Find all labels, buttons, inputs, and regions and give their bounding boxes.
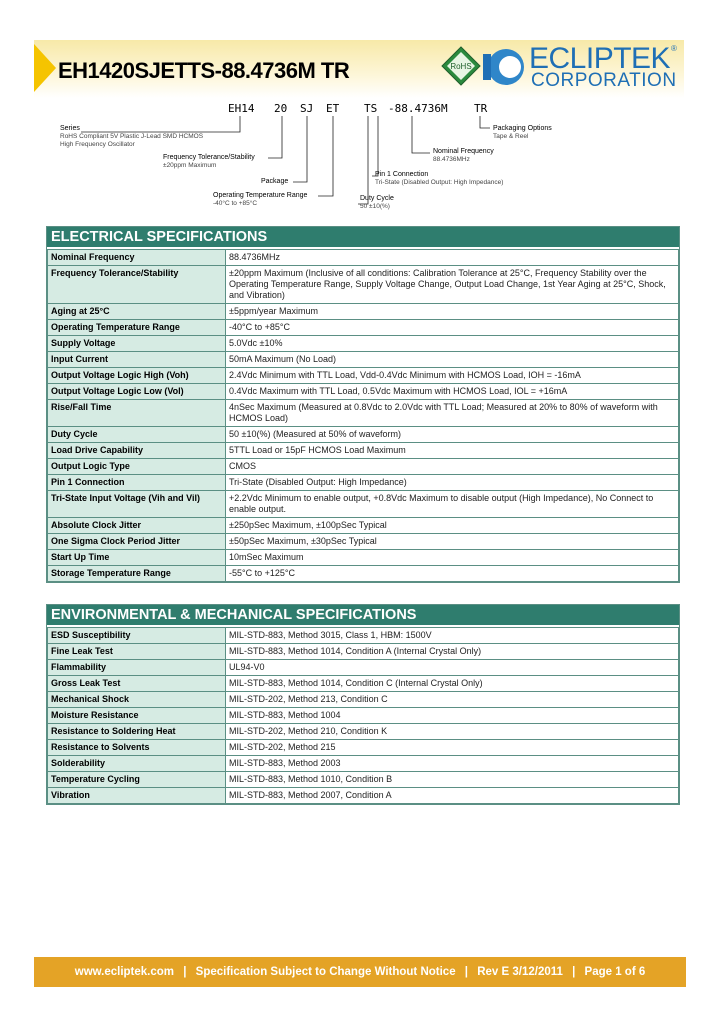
electrical-row-value: -55°C to +125°C bbox=[226, 566, 679, 582]
code-segment-op-temp: ET bbox=[326, 102, 340, 115]
environmental-heading: ENVIRONMENTAL & MECHANICAL SPECIFICATIONS bbox=[47, 605, 679, 627]
electrical-row-value: 2.4Vdc Minimum with TTL Load, Vdd-0.4Vdc Minimum with HCMOS Load, IOH = -16mA bbox=[226, 368, 679, 384]
electrical-row-label: One Sigma Clock Period Jitter bbox=[48, 534, 226, 550]
environmental-row bbox=[48, 708, 679, 724]
electrical-row-label: Operating Temperature Range bbox=[48, 320, 226, 336]
packaging-desc: Tape & Reel bbox=[493, 133, 529, 140]
electrical-row-label: Frequency Tolerance/Stability bbox=[48, 266, 226, 304]
series-annotation bbox=[60, 125, 203, 149]
environmental-row-label: Fine Leak Test bbox=[48, 644, 226, 660]
pin1-desc: Tri-State (Disabled Output: High Impedance) bbox=[375, 179, 504, 186]
electrical-row bbox=[48, 534, 679, 550]
electrical-row-label: Nominal Frequency bbox=[48, 250, 226, 266]
electrical-section bbox=[46, 226, 680, 583]
footer-notice: Specification Subject to Change Without Notice bbox=[195, 966, 456, 978]
code-segment-pin1-duty: TS bbox=[364, 102, 378, 115]
environmental-row-label: Vibration bbox=[48, 788, 226, 804]
electrical-row-label: Load Drive Capability bbox=[48, 443, 226, 459]
electrical-row bbox=[48, 368, 679, 384]
electrical-row-label: Output Voltage Logic High (Voh) bbox=[48, 368, 226, 384]
electrical-row bbox=[48, 304, 679, 320]
rohs-badge-label: RoHS bbox=[450, 62, 472, 71]
electrical-row-label: Supply Voltage bbox=[48, 336, 226, 352]
footer-separator: | bbox=[464, 966, 469, 978]
nominal-label: Nominal Frequency bbox=[433, 148, 494, 155]
op-temp-desc: -40°C to +85°C bbox=[213, 200, 258, 207]
environmental-row-value: MIL-STD-883, Method 3015, Class 1, HBM: 1500V bbox=[226, 628, 679, 644]
footer-website[interactable]: www.ecliptek.com bbox=[74, 966, 175, 978]
electrical-row bbox=[48, 352, 679, 368]
op-temp-annotation bbox=[213, 192, 307, 208]
electrical-row bbox=[48, 384, 679, 400]
environmental-row bbox=[48, 772, 679, 788]
footer-separator: | bbox=[183, 966, 187, 978]
electrical-row-label: Storage Temperature Range bbox=[48, 566, 226, 582]
series-desc-2: High Frequency Oscillator bbox=[60, 141, 135, 148]
electrical-row bbox=[48, 459, 679, 475]
electrical-row-value: 0.4Vdc Maximum with TTL Load, 0.5Vdc Maximum with HCMOS Load, IOL = +16mA bbox=[226, 384, 679, 400]
freq-tol-label: Frequency Tolerance/Stability bbox=[163, 154, 255, 161]
electrical-row bbox=[48, 266, 679, 304]
brand-name: ECLIPTEK bbox=[529, 42, 671, 75]
electrical-row-value: ±5ppm/year Maximum bbox=[226, 304, 679, 320]
electrical-row-value: ±50pSec Maximum, ±30pSec Typical bbox=[226, 534, 679, 550]
pin1-label: Pin 1 Connection bbox=[375, 171, 429, 178]
electrical-row-value: Tri-State (Disabled Output: High Impedance) bbox=[226, 475, 679, 491]
electrical-row-value: ±20ppm Maximum (Inclusive of all conditions: Calibration Tolerance at 25°C, Frequency Stability over the Operating Temperature Range, Supply Voltage Change, Output Load Change, 1st Year Aging at 25°C, Shock, and Vibration) bbox=[226, 266, 679, 304]
electrical-table bbox=[47, 249, 679, 582]
electrical-row-value: 4nSec Maximum (Measured at 0.8Vdc to 2.0Vdc with TTL Load; Measured at 20% to 80% of waveform with HCMOS Load) bbox=[226, 400, 679, 427]
environmental-row-label: Flammability bbox=[48, 660, 226, 676]
electrical-row-value: 50 ±10(%) (Measured at 50% of waveform) bbox=[226, 427, 679, 443]
electrical-row-label: Output Voltage Logic Low (Vol) bbox=[48, 384, 226, 400]
code-segment-series: EH14 bbox=[228, 102, 255, 115]
electrical-row bbox=[48, 518, 679, 534]
environmental-row bbox=[48, 692, 679, 708]
electrical-row bbox=[48, 550, 679, 566]
environmental-row-value: UL94-V0 bbox=[226, 660, 679, 676]
code-segment-package: SJ bbox=[300, 102, 314, 115]
environmental-row-value: MIL-STD-883, Method 1004 bbox=[226, 708, 679, 724]
environmental-row-value: MIL-STD-883, Method 2007, Condition A bbox=[226, 788, 679, 804]
brand-sub: CORPORATION bbox=[531, 70, 677, 91]
electrical-row-label: Start Up Time bbox=[48, 550, 226, 566]
electrical-row-value: 50mA Maximum (No Load) bbox=[226, 352, 679, 368]
environmental-row bbox=[48, 756, 679, 772]
environmental-row-label: Resistance to Soldering Heat bbox=[48, 724, 226, 740]
electrical-row-label: Duty Cycle bbox=[48, 427, 226, 443]
electrical-row-value: -40°C to +85°C bbox=[226, 320, 679, 336]
pin1-annotation bbox=[375, 171, 503, 187]
environmental-row bbox=[48, 740, 679, 756]
code-leader-lines bbox=[0, 0, 720, 220]
environmental-row-label: Solderability bbox=[48, 756, 226, 772]
duty-label: Duty Cycle bbox=[360, 195, 394, 202]
electrical-row-value: 88.4736MHz bbox=[226, 250, 679, 266]
footer-revision: Rev E 3/12/2011 bbox=[477, 966, 563, 978]
environmental-row-value: MIL-STD-883, Method 1014, Condition A (Internal Crystal Only) bbox=[226, 644, 679, 660]
environmental-row-value: MIL-STD-202, Method 213, Condition C bbox=[226, 692, 679, 708]
environmental-row-label: Resistance to Solvents bbox=[48, 740, 226, 756]
package-label: Package bbox=[261, 178, 289, 185]
freq-tol-desc: ±20ppm Maximum bbox=[163, 162, 217, 169]
footer-bar bbox=[34, 957, 686, 987]
electrical-row-label: Tri-State Input Voltage (Vih and Vil) bbox=[48, 491, 226, 518]
electrical-row bbox=[48, 427, 679, 443]
electrical-row bbox=[48, 491, 679, 518]
electrical-row-value: 5.0Vdc ±10% bbox=[226, 336, 679, 352]
environmental-row bbox=[48, 660, 679, 676]
footer-separator: | bbox=[572, 966, 576, 978]
environmental-row bbox=[48, 788, 679, 804]
code-segment-packaging: TR bbox=[474, 102, 488, 115]
package-annotation bbox=[261, 178, 288, 186]
duty-desc: 50 ±10(%) bbox=[360, 203, 390, 210]
environmental-row bbox=[48, 724, 679, 740]
electrical-row-value: 10mSec Maximum bbox=[226, 550, 679, 566]
electrical-row bbox=[48, 475, 679, 491]
environmental-row bbox=[48, 644, 679, 660]
electrical-row-value: 5TTL Load or 15pF HCMOS Load Maximum bbox=[226, 443, 679, 459]
duty-annotation bbox=[360, 195, 394, 211]
packaging-annotation bbox=[493, 125, 552, 141]
environmental-row-label: Moisture Resistance bbox=[48, 708, 226, 724]
code-segment-freq-tol: 20 bbox=[274, 102, 288, 115]
environmental-row-label: Gross Leak Test bbox=[48, 676, 226, 692]
environmental-row bbox=[48, 676, 679, 692]
electrical-row-label: Output Logic Type bbox=[48, 459, 226, 475]
brand-reg: ® bbox=[671, 44, 677, 53]
footer-page: Page 1 of 6 bbox=[584, 966, 646, 978]
series-label: Series bbox=[60, 125, 80, 132]
page-title: EH1420SJETTS-88.4736M TR bbox=[58, 58, 350, 83]
freq-tol-annotation bbox=[163, 154, 255, 170]
electrical-row-label: Rise/Fall Time bbox=[48, 400, 226, 427]
electrical-row bbox=[48, 566, 679, 582]
environmental-table bbox=[47, 627, 679, 804]
electrical-row-value: +2.2Vdc Minimum to enable output, +0.8Vdc Maximum to disable output (High Impedance), No Connect to enable output. bbox=[226, 491, 679, 518]
op-temp-label: Operating Temperature Range bbox=[213, 192, 308, 199]
environmental-section bbox=[46, 604, 680, 805]
environmental-row-label: Temperature Cycling bbox=[48, 772, 226, 788]
electrical-row bbox=[48, 250, 679, 266]
electrical-row bbox=[48, 336, 679, 352]
environmental-row-label: ESD Susceptibility bbox=[48, 628, 226, 644]
electrical-heading: ELECTRICAL SPECIFICATIONS bbox=[47, 227, 679, 249]
environmental-row-value: MIL-STD-883, Method 1014, Condition C (Internal Crystal Only) bbox=[226, 676, 679, 692]
electrical-row bbox=[48, 320, 679, 336]
environmental-row bbox=[48, 628, 679, 644]
electrical-row-label: Input Current bbox=[48, 352, 226, 368]
electrical-row bbox=[48, 443, 679, 459]
environmental-row-value: MIL-STD-883, Method 1010, Condition B bbox=[226, 772, 679, 788]
electrical-row-label: Absolute Clock Jitter bbox=[48, 518, 226, 534]
electrical-row bbox=[48, 400, 679, 427]
electrical-row-value: CMOS bbox=[226, 459, 679, 475]
electrical-row-value: ±250pSec Maximum, ±100pSec Typical bbox=[226, 518, 679, 534]
environmental-row-value: MIL-STD-202, Method 210, Condition K bbox=[226, 724, 679, 740]
nominal-annotation bbox=[433, 148, 494, 164]
series-desc-1: RoHS Compliant 5V Plastic J-Lead SMD HCMOS bbox=[60, 133, 204, 140]
packaging-label: Packaging Options bbox=[493, 125, 552, 132]
nominal-desc: 88.4736MHz bbox=[433, 156, 470, 163]
environmental-row-value: MIL-STD-202, Method 215 bbox=[226, 740, 679, 756]
environmental-row-label: Mechanical Shock bbox=[48, 692, 226, 708]
environmental-row-value: MIL-STD-883, Method 2003 bbox=[226, 756, 679, 772]
electrical-row-label: Aging at 25°C bbox=[48, 304, 226, 320]
electrical-row-label: Pin 1 Connection bbox=[48, 475, 226, 491]
code-segment-frequency: -88.4736M bbox=[388, 102, 448, 115]
